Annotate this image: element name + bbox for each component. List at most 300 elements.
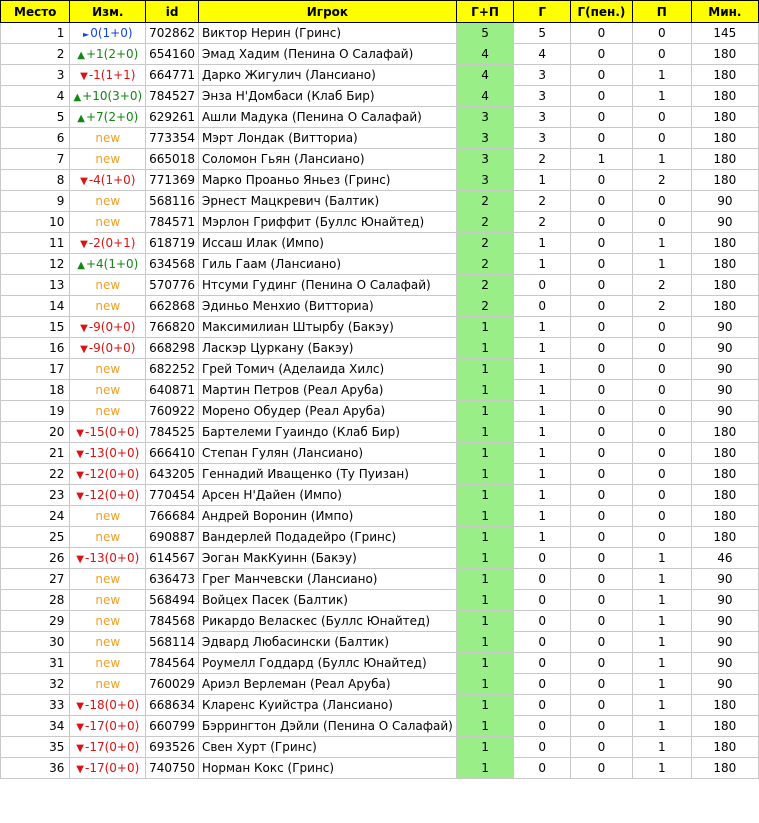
minutes-cell[interactable]: 46 xyxy=(691,548,758,569)
id-cell[interactable]: 784564 xyxy=(146,653,199,674)
player-cell[interactable]: Эоган МакКуинн (Бакэу) xyxy=(198,548,456,569)
place-cell[interactable]: 8 xyxy=(1,170,70,191)
goals-cell[interactable]: 1 xyxy=(514,380,571,401)
minutes-cell[interactable]: 180 xyxy=(691,716,758,737)
goals-plus-assists-cell[interactable]: 4 xyxy=(456,44,513,65)
minutes-cell[interactable]: 180 xyxy=(691,296,758,317)
id-cell[interactable]: 784527 xyxy=(146,86,199,107)
minutes-cell[interactable]: 180 xyxy=(691,443,758,464)
minutes-cell[interactable]: 90 xyxy=(691,359,758,380)
assists-cell[interactable]: 1 xyxy=(632,758,691,779)
goals-cell[interactable]: 1 xyxy=(514,233,571,254)
change-cell[interactable] xyxy=(70,401,146,422)
change-cell[interactable] xyxy=(70,107,146,128)
minutes-cell[interactable]: 180 xyxy=(691,233,758,254)
penalty-goals-cell[interactable]: 0 xyxy=(571,569,633,590)
goals-plus-assists-cell[interactable]: 1 xyxy=(456,548,513,569)
penalty-goals-cell[interactable]: 0 xyxy=(571,296,633,317)
penalty-goals-cell[interactable]: 0 xyxy=(571,716,633,737)
minutes-cell[interactable]: 180 xyxy=(691,128,758,149)
goals-plus-assists-cell[interactable]: 1 xyxy=(456,401,513,422)
player-cell[interactable]: Рикардо Веласкес (Буллс Юнайтед) xyxy=(198,611,456,632)
table-row[interactable] xyxy=(1,254,759,275)
penalty-goals-cell[interactable]: 0 xyxy=(571,107,633,128)
table-row[interactable] xyxy=(1,275,759,296)
place-cell[interactable]: 20 xyxy=(1,422,70,443)
goals-cell[interactable]: 3 xyxy=(514,107,571,128)
minutes-cell[interactable]: 90 xyxy=(691,569,758,590)
goals-plus-assists-cell[interactable]: 1 xyxy=(456,695,513,716)
goals-cell[interactable]: 1 xyxy=(514,527,571,548)
table-row[interactable] xyxy=(1,191,759,212)
goals-plus-assists-cell[interactable]: 1 xyxy=(456,716,513,737)
player-cell[interactable]: Геннадий Иващенко (Ту Пуизан) xyxy=(198,464,456,485)
place-cell[interactable]: 4 xyxy=(1,86,70,107)
header-minutes[interactable]: Мин. xyxy=(691,1,758,23)
place-cell[interactable]: 26 xyxy=(1,548,70,569)
goals-cell[interactable]: 1 xyxy=(514,464,571,485)
minutes-cell[interactable]: 90 xyxy=(691,317,758,338)
player-cell[interactable]: Мэрт Лондак (Витториа) xyxy=(198,128,456,149)
header-change[interactable]: Изм. xyxy=(70,1,146,23)
penalty-goals-cell[interactable]: 0 xyxy=(571,86,633,107)
place-cell[interactable]: 12 xyxy=(1,254,70,275)
change-cell[interactable] xyxy=(70,44,146,65)
assists-cell[interactable]: 0 xyxy=(632,485,691,506)
id-cell[interactable]: 784568 xyxy=(146,611,199,632)
id-cell[interactable]: 693526 xyxy=(146,737,199,758)
penalty-goals-cell[interactable]: 0 xyxy=(571,191,633,212)
penalty-goals-cell[interactable]: 0 xyxy=(571,380,633,401)
assists-cell[interactable]: 0 xyxy=(632,380,691,401)
penalty-goals-cell[interactable]: 0 xyxy=(571,338,633,359)
goals-cell[interactable]: 0 xyxy=(514,737,571,758)
table-row[interactable] xyxy=(1,23,759,44)
place-cell[interactable]: 35 xyxy=(1,737,70,758)
minutes-cell[interactable]: 180 xyxy=(691,485,758,506)
change-cell[interactable] xyxy=(70,86,146,107)
goals-cell[interactable]: 0 xyxy=(514,611,571,632)
player-cell[interactable]: Мэрлон Гриффит (Буллс Юнайтед) xyxy=(198,212,456,233)
header-player[interactable]: Игрок xyxy=(198,1,456,23)
goals-plus-assists-cell[interactable]: 1 xyxy=(456,611,513,632)
change-cell[interactable] xyxy=(70,338,146,359)
minutes-cell[interactable]: 180 xyxy=(691,44,758,65)
change-cell[interactable] xyxy=(70,317,146,338)
place-cell[interactable]: 13 xyxy=(1,275,70,296)
table-row[interactable] xyxy=(1,548,759,569)
table-row[interactable] xyxy=(1,737,759,758)
minutes-cell[interactable]: 180 xyxy=(691,695,758,716)
place-cell[interactable]: 9 xyxy=(1,191,70,212)
penalty-goals-cell[interactable]: 0 xyxy=(571,695,633,716)
player-cell[interactable]: Грег Манчевски (Лансиано) xyxy=(198,569,456,590)
minutes-cell[interactable]: 180 xyxy=(691,65,758,86)
minutes-cell[interactable]: 90 xyxy=(691,632,758,653)
assists-cell[interactable]: 0 xyxy=(632,212,691,233)
goals-cell[interactable]: 1 xyxy=(514,254,571,275)
minutes-cell[interactable]: 90 xyxy=(691,653,758,674)
id-cell[interactable]: 666410 xyxy=(146,443,199,464)
id-cell[interactable]: 760029 xyxy=(146,674,199,695)
change-cell[interactable] xyxy=(70,737,146,758)
id-cell[interactable]: 766684 xyxy=(146,506,199,527)
player-cell[interactable]: Максимилиан Штырбу (Бакэу) xyxy=(198,317,456,338)
place-cell[interactable]: 25 xyxy=(1,527,70,548)
place-cell[interactable]: 15 xyxy=(1,317,70,338)
minutes-cell[interactable]: 145 xyxy=(691,23,758,44)
place-cell[interactable]: 34 xyxy=(1,716,70,737)
minutes-cell[interactable]: 180 xyxy=(691,506,758,527)
goals-plus-assists-cell[interactable]: 1 xyxy=(456,422,513,443)
id-cell[interactable]: 770454 xyxy=(146,485,199,506)
player-cell[interactable]: Ласкэр Цуркану (Бакэу) xyxy=(198,338,456,359)
assists-cell[interactable]: 0 xyxy=(632,191,691,212)
player-cell[interactable]: Нтсуми Гудинг (Пенина О Салафай) xyxy=(198,275,456,296)
player-cell[interactable]: Дарко Жигулич (Лансиано) xyxy=(198,65,456,86)
penalty-goals-cell[interactable]: 0 xyxy=(571,611,633,632)
id-cell[interactable]: 634568 xyxy=(146,254,199,275)
player-cell[interactable]: Эмад Хадим (Пенина О Салафай) xyxy=(198,44,456,65)
player-cell[interactable]: Роумелл Годдард (Буллс Юнайтед) xyxy=(198,653,456,674)
penalty-goals-cell[interactable]: 1 xyxy=(571,149,633,170)
id-cell[interactable]: 614567 xyxy=(146,548,199,569)
player-cell[interactable]: Андрей Воронин (Импо) xyxy=(198,506,456,527)
change-cell[interactable] xyxy=(70,548,146,569)
goals-cell[interactable]: 3 xyxy=(514,65,571,86)
goals-cell[interactable]: 4 xyxy=(514,44,571,65)
change-cell[interactable] xyxy=(70,254,146,275)
goals-cell[interactable]: 0 xyxy=(514,569,571,590)
goals-cell[interactable]: 0 xyxy=(514,590,571,611)
goals-plus-assists-cell[interactable]: 1 xyxy=(456,569,513,590)
player-cell[interactable]: Бэррингтон Дэйли (Пенина О Салафай) xyxy=(198,716,456,737)
table-row[interactable] xyxy=(1,170,759,191)
id-cell[interactable]: 568114 xyxy=(146,632,199,653)
place-cell[interactable]: 23 xyxy=(1,485,70,506)
minutes-cell[interactable]: 180 xyxy=(691,275,758,296)
table-row[interactable] xyxy=(1,422,759,443)
player-cell[interactable]: Соломон Гьян (Лансиано) xyxy=(198,149,456,170)
goals-plus-assists-cell[interactable]: 2 xyxy=(456,212,513,233)
player-cell[interactable]: Норман Кокс (Гринс) xyxy=(198,758,456,779)
id-cell[interactable]: 766820 xyxy=(146,317,199,338)
table-row[interactable] xyxy=(1,485,759,506)
id-cell[interactable]: 618719 xyxy=(146,233,199,254)
change-cell[interactable] xyxy=(70,527,146,548)
minutes-cell[interactable]: 180 xyxy=(691,527,758,548)
change-cell[interactable] xyxy=(70,422,146,443)
table-row[interactable] xyxy=(1,317,759,338)
place-cell[interactable]: 3 xyxy=(1,65,70,86)
change-cell[interactable] xyxy=(70,65,146,86)
table-row[interactable] xyxy=(1,149,759,170)
player-cell[interactable]: Ариэл Верлеман (Реал Аруба) xyxy=(198,674,456,695)
id-cell[interactable]: 568494 xyxy=(146,590,199,611)
goals-cell[interactable]: 3 xyxy=(514,86,571,107)
penalty-goals-cell[interactable]: 0 xyxy=(571,590,633,611)
change-cell[interactable] xyxy=(70,149,146,170)
goals-plus-assists-cell[interactable]: 1 xyxy=(456,380,513,401)
change-cell[interactable] xyxy=(70,212,146,233)
penalty-goals-cell[interactable]: 0 xyxy=(571,653,633,674)
place-cell[interactable]: 36 xyxy=(1,758,70,779)
minutes-cell[interactable]: 180 xyxy=(691,86,758,107)
id-cell[interactable]: 740750 xyxy=(146,758,199,779)
assists-cell[interactable]: 1 xyxy=(632,653,691,674)
goals-cell[interactable]: 1 xyxy=(514,359,571,380)
table-row[interactable] xyxy=(1,611,759,632)
place-cell[interactable]: 31 xyxy=(1,653,70,674)
assists-cell[interactable]: 0 xyxy=(632,401,691,422)
assists-cell[interactable]: 0 xyxy=(632,128,691,149)
assists-cell[interactable]: 2 xyxy=(632,170,691,191)
assists-cell[interactable]: 1 xyxy=(632,695,691,716)
minutes-cell[interactable]: 90 xyxy=(691,590,758,611)
change-cell[interactable] xyxy=(70,716,146,737)
goals-plus-assists-cell[interactable]: 3 xyxy=(456,149,513,170)
player-cell[interactable]: Бартелеми Гуаиндо (Клаб Бир) xyxy=(198,422,456,443)
table-row[interactable] xyxy=(1,569,759,590)
goals-plus-assists-cell[interactable]: 1 xyxy=(456,338,513,359)
change-cell[interactable] xyxy=(70,443,146,464)
place-cell[interactable]: 33 xyxy=(1,695,70,716)
goals-plus-assists-cell[interactable]: 2 xyxy=(456,275,513,296)
goals-cell[interactable]: 0 xyxy=(514,296,571,317)
table-row[interactable] xyxy=(1,86,759,107)
assists-cell[interactable]: 1 xyxy=(632,737,691,758)
penalty-goals-cell[interactable]: 0 xyxy=(571,485,633,506)
penalty-goals-cell[interactable]: 0 xyxy=(571,170,633,191)
header-place[interactable]: Место xyxy=(1,1,70,23)
place-cell[interactable]: 19 xyxy=(1,401,70,422)
table-row[interactable] xyxy=(1,359,759,380)
header-penalty-goals[interactable]: Г(пен.) xyxy=(571,1,633,23)
table-row[interactable] xyxy=(1,338,759,359)
goals-cell[interactable]: 5 xyxy=(514,23,571,44)
player-cell[interactable]: Ашли Мадука (Пенина О Салафай) xyxy=(198,107,456,128)
assists-cell[interactable]: 1 xyxy=(632,254,691,275)
id-cell[interactable]: 665018 xyxy=(146,149,199,170)
assists-cell[interactable]: 0 xyxy=(632,443,691,464)
goals-plus-assists-cell[interactable]: 1 xyxy=(456,506,513,527)
id-cell[interactable]: 640871 xyxy=(146,380,199,401)
id-cell[interactable]: 773354 xyxy=(146,128,199,149)
goals-plus-assists-cell[interactable]: 1 xyxy=(456,674,513,695)
goals-cell[interactable]: 3 xyxy=(514,128,571,149)
goals-cell[interactable]: 0 xyxy=(514,695,571,716)
goals-cell[interactable]: 0 xyxy=(514,758,571,779)
goals-cell[interactable]: 1 xyxy=(514,170,571,191)
table-row[interactable] xyxy=(1,44,759,65)
table-row[interactable] xyxy=(1,590,759,611)
penalty-goals-cell[interactable]: 0 xyxy=(571,317,633,338)
goals-plus-assists-cell[interactable]: 2 xyxy=(456,191,513,212)
minutes-cell[interactable]: 90 xyxy=(691,611,758,632)
change-cell[interactable] xyxy=(70,590,146,611)
player-cell[interactable]: Гиль Гаам (Лансиано) xyxy=(198,254,456,275)
goals-plus-assists-cell[interactable]: 1 xyxy=(456,527,513,548)
assists-cell[interactable]: 0 xyxy=(632,44,691,65)
place-cell[interactable]: 24 xyxy=(1,506,70,527)
place-cell[interactable]: 18 xyxy=(1,380,70,401)
assists-cell[interactable]: 0 xyxy=(632,359,691,380)
penalty-goals-cell[interactable]: 0 xyxy=(571,359,633,380)
table-row[interactable] xyxy=(1,128,759,149)
minutes-cell[interactable]: 180 xyxy=(691,149,758,170)
assists-cell[interactable]: 1 xyxy=(632,611,691,632)
change-cell[interactable] xyxy=(70,695,146,716)
goals-cell[interactable]: 1 xyxy=(514,317,571,338)
penalty-goals-cell[interactable]: 0 xyxy=(571,254,633,275)
penalty-goals-cell[interactable]: 0 xyxy=(571,737,633,758)
table-row[interactable] xyxy=(1,632,759,653)
id-cell[interactable]: 629261 xyxy=(146,107,199,128)
table-row[interactable] xyxy=(1,107,759,128)
table-row[interactable] xyxy=(1,380,759,401)
assists-cell[interactable]: 0 xyxy=(632,317,691,338)
goals-plus-assists-cell[interactable]: 1 xyxy=(456,737,513,758)
player-cell[interactable]: Эрнест Мацкревич (Балтик) xyxy=(198,191,456,212)
id-cell[interactable]: 760922 xyxy=(146,401,199,422)
penalty-goals-cell[interactable]: 0 xyxy=(571,422,633,443)
id-cell[interactable]: 568116 xyxy=(146,191,199,212)
minutes-cell[interactable]: 90 xyxy=(691,338,758,359)
id-cell[interactable]: 664771 xyxy=(146,65,199,86)
assists-cell[interactable]: 0 xyxy=(632,506,691,527)
place-cell[interactable]: 14 xyxy=(1,296,70,317)
goals-cell[interactable]: 0 xyxy=(514,674,571,695)
penalty-goals-cell[interactable]: 0 xyxy=(571,275,633,296)
goals-cell[interactable]: 1 xyxy=(514,443,571,464)
penalty-goals-cell[interactable]: 0 xyxy=(571,128,633,149)
place-cell[interactable]: 7 xyxy=(1,149,70,170)
goals-cell[interactable]: 2 xyxy=(514,149,571,170)
minutes-cell[interactable]: 180 xyxy=(691,107,758,128)
minutes-cell[interactable]: 180 xyxy=(691,422,758,443)
penalty-goals-cell[interactable]: 0 xyxy=(571,443,633,464)
assists-cell[interactable]: 1 xyxy=(632,716,691,737)
goals-plus-assists-cell[interactable]: 1 xyxy=(456,464,513,485)
goals-plus-assists-cell[interactable]: 1 xyxy=(456,485,513,506)
player-cell[interactable]: Свен Хурт (Гринс) xyxy=(198,737,456,758)
player-cell[interactable]: Иссаш Илак (Импо) xyxy=(198,233,456,254)
goals-plus-assists-cell[interactable]: 3 xyxy=(456,128,513,149)
goals-cell[interactable]: 1 xyxy=(514,485,571,506)
place-cell[interactable]: 30 xyxy=(1,632,70,653)
assists-cell[interactable]: 0 xyxy=(632,23,691,44)
goals-plus-assists-cell[interactable]: 2 xyxy=(456,296,513,317)
goals-cell[interactable]: 1 xyxy=(514,422,571,443)
assists-cell[interactable]: 1 xyxy=(632,632,691,653)
table-row[interactable] xyxy=(1,653,759,674)
table-row[interactable] xyxy=(1,464,759,485)
place-cell[interactable]: 2 xyxy=(1,44,70,65)
place-cell[interactable]: 32 xyxy=(1,674,70,695)
change-cell[interactable] xyxy=(70,191,146,212)
header-id[interactable]: id xyxy=(146,1,199,23)
assists-cell[interactable]: 2 xyxy=(632,296,691,317)
assists-cell[interactable]: 1 xyxy=(632,674,691,695)
minutes-cell[interactable]: 90 xyxy=(691,401,758,422)
goals-plus-assists-cell[interactable]: 1 xyxy=(456,632,513,653)
change-cell[interactable] xyxy=(70,128,146,149)
goals-cell[interactable]: 0 xyxy=(514,548,571,569)
place-cell[interactable]: 10 xyxy=(1,212,70,233)
penalty-goals-cell[interactable]: 0 xyxy=(571,212,633,233)
assists-cell[interactable]: 2 xyxy=(632,275,691,296)
table-row[interactable] xyxy=(1,674,759,695)
id-cell[interactable]: 702862 xyxy=(146,23,199,44)
assists-cell[interactable]: 1 xyxy=(632,149,691,170)
place-cell[interactable]: 29 xyxy=(1,611,70,632)
minutes-cell[interactable]: 180 xyxy=(691,254,758,275)
minutes-cell[interactable]: 180 xyxy=(691,170,758,191)
assists-cell[interactable]: 1 xyxy=(632,86,691,107)
goals-cell[interactable]: 0 xyxy=(514,632,571,653)
table-row[interactable] xyxy=(1,65,759,86)
id-cell[interactable]: 784571 xyxy=(146,212,199,233)
penalty-goals-cell[interactable]: 0 xyxy=(571,632,633,653)
player-cell[interactable]: Арсен Н'Дайен (Импо) xyxy=(198,485,456,506)
id-cell[interactable]: 662868 xyxy=(146,296,199,317)
minutes-cell[interactable]: 90 xyxy=(691,191,758,212)
goals-plus-assists-cell[interactable]: 1 xyxy=(456,317,513,338)
assists-cell[interactable]: 1 xyxy=(632,569,691,590)
assists-cell[interactable]: 0 xyxy=(632,527,691,548)
goals-cell[interactable]: 0 xyxy=(514,653,571,674)
change-cell[interactable] xyxy=(70,632,146,653)
goals-plus-assists-cell[interactable]: 1 xyxy=(456,758,513,779)
goals-cell[interactable]: 0 xyxy=(514,716,571,737)
header-goals[interactable]: Г xyxy=(514,1,571,23)
player-cell[interactable]: Марко Проаньо Яньез (Гринс) xyxy=(198,170,456,191)
penalty-goals-cell[interactable]: 0 xyxy=(571,527,633,548)
player-cell[interactable]: Степан Гулян (Лансиано) xyxy=(198,443,456,464)
table-row[interactable] xyxy=(1,296,759,317)
id-cell[interactable]: 690887 xyxy=(146,527,199,548)
goals-plus-assists-cell[interactable]: 2 xyxy=(456,254,513,275)
change-cell[interactable] xyxy=(70,674,146,695)
goals-cell[interactable]: 1 xyxy=(514,506,571,527)
place-cell[interactable]: 16 xyxy=(1,338,70,359)
penalty-goals-cell[interactable]: 0 xyxy=(571,401,633,422)
goals-cell[interactable]: 2 xyxy=(514,212,571,233)
minutes-cell[interactable]: 180 xyxy=(691,464,758,485)
goals-plus-assists-cell[interactable]: 4 xyxy=(456,65,513,86)
penalty-goals-cell[interactable]: 0 xyxy=(571,23,633,44)
change-cell[interactable] xyxy=(70,275,146,296)
goals-plus-assists-cell[interactable]: 1 xyxy=(456,443,513,464)
change-cell[interactable] xyxy=(70,23,146,44)
change-cell[interactable] xyxy=(70,296,146,317)
penalty-goals-cell[interactable]: 0 xyxy=(571,464,633,485)
assists-cell[interactable]: 0 xyxy=(632,338,691,359)
minutes-cell[interactable]: 90 xyxy=(691,380,758,401)
player-cell[interactable]: Морено Обудер (Реал Аруба) xyxy=(198,401,456,422)
change-cell[interactable] xyxy=(70,758,146,779)
change-cell[interactable] xyxy=(70,485,146,506)
assists-cell[interactable]: 0 xyxy=(632,107,691,128)
player-cell[interactable]: Вандерлей Подадейро (Гринс) xyxy=(198,527,456,548)
table-row[interactable] xyxy=(1,758,759,779)
id-cell[interactable]: 660799 xyxy=(146,716,199,737)
id-cell[interactable]: 668634 xyxy=(146,695,199,716)
place-cell[interactable]: 27 xyxy=(1,569,70,590)
change-cell[interactable] xyxy=(70,611,146,632)
assists-cell[interactable]: 1 xyxy=(632,233,691,254)
penalty-goals-cell[interactable]: 0 xyxy=(571,65,633,86)
